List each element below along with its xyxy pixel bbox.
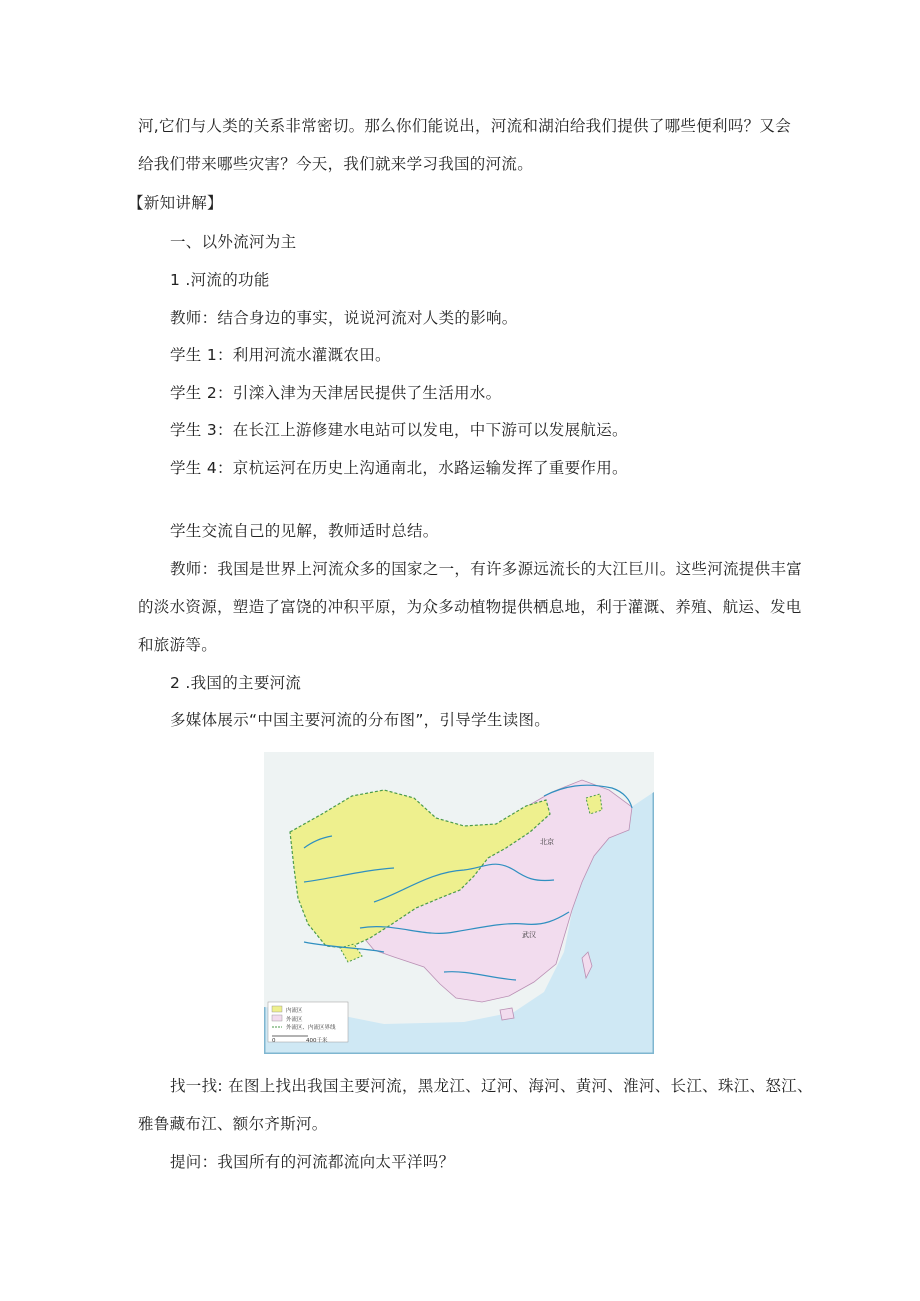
subheading-1: 1 .河流的功能	[170, 271, 270, 289]
legend-swatch-inland	[272, 1006, 282, 1012]
map-label-beijing: 北京	[540, 838, 554, 846]
dialog-student-4: 学生 4：京杭运河在历史上沟通南北，水路运输发挥了重要作用。	[170, 459, 628, 477]
find-line-1: 找一找: 在图上找出我国主要河流，黑龙江、辽河、海河、黄河、淮河、长江、珠江、怒江、	[170, 1077, 813, 1095]
dialog-student-3: 学生 3：在长江上游修建水电站可以发电，中下游可以发展航运。	[170, 421, 628, 439]
multimedia-line: 多媒体展示“中国主要河流的分布图”，引导学生读图。	[170, 711, 551, 729]
question-line: 提问：我国所有的河流都流向太平洋吗？	[170, 1153, 455, 1171]
teacher-summary-2: 的淡水资源，塑造了富饶的冲积平原，为众多动植物提供栖息地，利于灌溉、养殖、航运、发电	[138, 598, 802, 616]
legend-swatch-outflow	[272, 1015, 282, 1021]
section-heading: 【新知讲解】	[128, 194, 223, 212]
intro-line-2: 给我们带来哪些灾害？今天，我们就来学习我国的河流。	[138, 155, 534, 173]
map-legend	[268, 1002, 348, 1044]
dialog-student-2: 学生 2：引滦入津为天津居民提供了生活用水。	[170, 384, 502, 402]
exchange-line: 学生交流自己的见解，教师适时总结。	[170, 522, 439, 540]
map-label-wuhan: 武汉	[522, 931, 536, 939]
legend-inland: 内流区	[286, 1008, 303, 1014]
teacher-summary-1: 教师：我国是世界上河流众多的国家之一，有许多源远流长的大江巨川。这些河流提供丰富	[170, 560, 803, 578]
legend-scale-zero: 0	[272, 1038, 276, 1044]
find-line-2: 雅鲁藏布江、额尔齐斯河。	[138, 1115, 328, 1133]
dialog-teacher: 教师：结合身边的事实，说说河流对人类的影响。	[170, 309, 518, 327]
island-hainan	[500, 1008, 514, 1020]
teacher-summary-3: 和旅游等。	[138, 636, 218, 654]
intro-line-1: 河,它们与人类的关系非常密切。那么你们能说出，河流和湖泊给我们提供了哪些便利吗？又会	[138, 117, 792, 135]
dialog-student-1: 学生 1：利用河流水灌溉农田。	[170, 346, 391, 364]
heading-1: 一、以外流河为主	[170, 233, 297, 251]
subheading-2: 2 .我国的主要河流	[170, 674, 302, 692]
china-river-map	[264, 752, 654, 1054]
legend-boundary: 外流区、内流区界线	[286, 1025, 336, 1031]
legend-scale-km: 400千米	[306, 1038, 328, 1044]
legend-outflow: 外流区	[286, 1017, 303, 1023]
